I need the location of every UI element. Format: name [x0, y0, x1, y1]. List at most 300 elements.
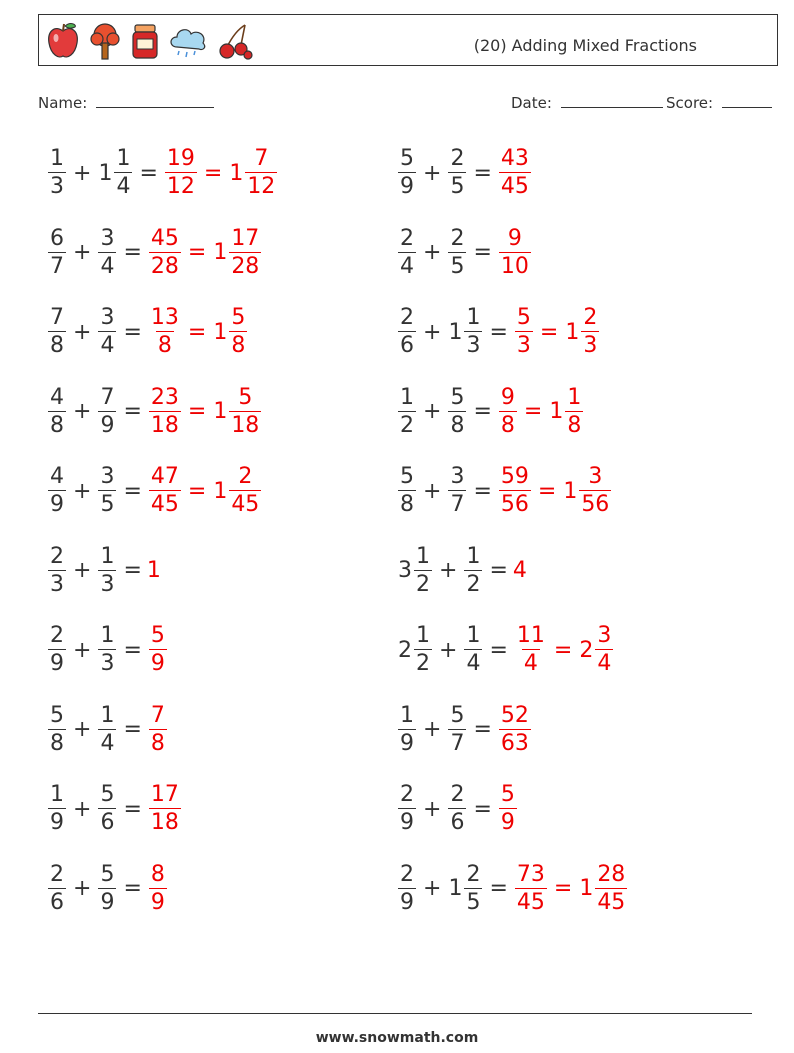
- date-field[interactable]: [511, 93, 663, 112]
- equals-sign: =: [187, 240, 207, 265]
- answer-fraction: [515, 307, 533, 357]
- denominator: 10: [500, 253, 529, 279]
- numerator: 2: [50, 543, 64, 569]
- problem-item: [46, 699, 169, 761]
- answer: [147, 625, 169, 675]
- plus-sign: +: [73, 478, 92, 504]
- numerator: 1: [116, 146, 131, 171]
- equals-sign: =: [523, 399, 543, 424]
- whole-number: 1: [229, 160, 244, 186]
- equals-sign: =: [187, 399, 207, 424]
- problem-item: [396, 699, 533, 761]
- fraction: [48, 784, 66, 834]
- equals-sign: =: [203, 160, 223, 186]
- denominator: 9: [400, 730, 414, 756]
- numerator: 59: [500, 464, 529, 489]
- denominator: 4: [597, 651, 612, 676]
- numerator: 1: [567, 384, 582, 410]
- fraction: [98, 543, 116, 597]
- numerator: 19: [166, 146, 195, 171]
- numerator: 2: [238, 464, 253, 489]
- denominator: 28: [231, 253, 260, 279]
- apple-icon: [45, 21, 81, 61]
- addend-a: [46, 543, 68, 597]
- denominator: 9: [500, 810, 515, 835]
- equals-sign: =: [473, 160, 492, 186]
- answer-fraction: [499, 702, 531, 756]
- denominator: 12: [166, 174, 195, 199]
- fraction: [398, 148, 416, 198]
- denominator: 5: [100, 492, 115, 517]
- equals-sign: =: [123, 240, 142, 265]
- answer: [497, 225, 533, 279]
- equals-sign: =: [489, 876, 508, 901]
- addend-b: [96, 625, 118, 675]
- rain-cloud-icon: [167, 21, 209, 61]
- plus-sign: +: [423, 319, 442, 345]
- addend-b: [446, 702, 468, 756]
- fraction: [48, 543, 66, 597]
- plus-sign: +: [423, 399, 442, 424]
- addend-a: [46, 307, 68, 357]
- denominator: 3: [50, 174, 64, 199]
- fraction: [48, 225, 66, 279]
- fraction: [448, 384, 466, 438]
- fraction: [48, 307, 66, 357]
- addend-a: [396, 148, 418, 198]
- whole-number: 1: [98, 160, 113, 186]
- numerator: 1: [100, 543, 115, 569]
- fraction: [579, 466, 611, 516]
- fraction: [398, 384, 416, 438]
- whole-number: 1: [213, 240, 228, 265]
- whole-number: 1: [565, 319, 580, 345]
- addend-b: [446, 148, 468, 198]
- denominator: 9: [100, 412, 115, 438]
- fraction: [464, 625, 482, 675]
- problem-item: [46, 619, 169, 681]
- denominator: 3: [100, 651, 115, 676]
- numerator: 52: [500, 702, 529, 728]
- answer-mixed: [211, 466, 263, 516]
- denominator: 28: [150, 253, 179, 279]
- addend-b: [96, 466, 118, 516]
- answer: [147, 861, 169, 915]
- problem-item: [46, 778, 183, 840]
- score-blank[interactable]: [722, 93, 772, 108]
- answer-mixed: [577, 625, 615, 675]
- numerator: 1: [50, 782, 64, 807]
- equals-sign: =: [473, 717, 492, 742]
- problem-item: [396, 381, 585, 443]
- addend-b: [446, 784, 468, 834]
- numerator: 5: [516, 305, 531, 330]
- numerator: 5: [150, 623, 165, 648]
- denominator: 7: [450, 730, 465, 756]
- numerator: 43: [500, 146, 529, 171]
- header-icons: [45, 19, 255, 63]
- addend-b: [96, 543, 118, 597]
- answer: [497, 384, 585, 438]
- denominator: 8: [50, 412, 64, 438]
- fraction: [398, 861, 416, 915]
- plus-sign: +: [73, 637, 92, 663]
- numerator: 47: [150, 464, 179, 489]
- numerator: 7: [50, 305, 64, 330]
- problem-item: [46, 222, 263, 284]
- numerator: 1: [466, 305, 481, 330]
- denominator: 18: [150, 412, 179, 438]
- fraction: [245, 148, 277, 198]
- whole-number: 1: [448, 876, 463, 901]
- name-blank[interactable]: [96, 93, 214, 108]
- answer-fraction: [149, 625, 167, 675]
- addend-a: [46, 148, 68, 198]
- numerator: 2: [50, 623, 64, 648]
- fraction: [48, 384, 66, 438]
- plus-sign: +: [423, 160, 442, 186]
- numerator: 1: [50, 146, 64, 171]
- equals-sign: =: [187, 319, 207, 345]
- addend-b: [96, 307, 118, 357]
- numerator: 2: [400, 782, 414, 807]
- date-blank[interactable]: [561, 93, 663, 108]
- denominator: 6: [450, 810, 465, 835]
- plus-sign: +: [423, 717, 442, 742]
- denominator: 18: [150, 810, 179, 835]
- plus-sign: +: [73, 319, 92, 345]
- equals-sign: =: [489, 558, 508, 583]
- denominator: 8: [157, 333, 172, 358]
- plus-sign: +: [73, 558, 92, 583]
- whole-number: 2: [579, 637, 594, 663]
- addend-b: [446, 861, 484, 915]
- whole-number: 1: [563, 478, 578, 504]
- worksheet-title: (20) Adding Mixed Fractions: [473, 36, 697, 55]
- problem-item: [46, 460, 263, 522]
- denominator: 2: [400, 412, 414, 438]
- equals-sign: =: [539, 319, 559, 345]
- whole-number: 1: [213, 399, 228, 424]
- problem-item: [46, 301, 249, 363]
- numerator: 1: [100, 702, 115, 728]
- answer-fraction: [149, 307, 181, 357]
- addend-a: [396, 861, 418, 915]
- answer-fraction: [499, 384, 517, 438]
- plus-sign: +: [423, 240, 442, 265]
- denominator: 45: [500, 174, 529, 199]
- addend-b: [446, 307, 484, 357]
- numerator: 4: [50, 464, 64, 489]
- plus-sign: +: [73, 240, 92, 265]
- denominator: 5: [450, 253, 465, 279]
- fraction: [398, 702, 416, 756]
- equals-sign: =: [123, 876, 142, 901]
- answer: [513, 625, 615, 675]
- numerator: 3: [100, 464, 115, 489]
- denominator: 6: [400, 333, 414, 358]
- answer-whole: 1: [146, 558, 161, 583]
- denominator: 9: [150, 889, 165, 915]
- addend-b: [96, 148, 134, 198]
- denominator: 4: [400, 253, 414, 279]
- whole-number: 1: [448, 319, 463, 345]
- numerator: 3: [450, 464, 465, 489]
- equals-sign: =: [489, 319, 508, 345]
- fraction: [229, 225, 261, 279]
- problem-item: [396, 619, 615, 681]
- problem-item: [46, 540, 161, 602]
- fraction: [114, 148, 132, 198]
- addend-b: [462, 543, 484, 597]
- numerator: 7: [100, 384, 115, 410]
- problem-item: [396, 540, 527, 602]
- answer-fraction: [499, 225, 531, 279]
- numerator: 5: [231, 305, 246, 330]
- denominator: 4: [466, 651, 481, 676]
- answer: [497, 148, 533, 198]
- addend-b: [96, 225, 118, 279]
- name-field[interactable]: [38, 93, 214, 112]
- equals-sign: =: [187, 478, 207, 504]
- whole-number: 1: [549, 399, 564, 424]
- numerator: 1: [466, 543, 481, 569]
- fraction: [581, 307, 599, 357]
- addend-b: [96, 861, 118, 915]
- numerator: 5: [100, 861, 115, 887]
- problem-item: [396, 778, 519, 840]
- plus-sign: +: [73, 399, 92, 424]
- denominator: 45: [516, 889, 545, 915]
- numerator: 5: [400, 464, 414, 489]
- answer: [147, 558, 161, 583]
- denominator: 9: [50, 651, 64, 676]
- equals-sign: =: [123, 796, 142, 822]
- denominator: 9: [50, 492, 64, 517]
- numerator: 11: [516, 623, 545, 648]
- plus-sign: +: [423, 478, 442, 504]
- numerator: 45: [150, 225, 179, 251]
- problem-item: [46, 142, 279, 204]
- answer-fraction: [149, 225, 181, 279]
- answer-fraction: [149, 861, 167, 915]
- denominator: 8: [450, 412, 465, 438]
- answer-mixed: [211, 307, 249, 357]
- numerator: 2: [450, 225, 465, 251]
- numerator: 7: [254, 146, 269, 171]
- denominator: 2: [416, 651, 430, 676]
- fraction: [98, 625, 116, 675]
- denominator: 56: [581, 492, 610, 517]
- fraction: [464, 307, 482, 357]
- denominator: 45: [597, 889, 626, 915]
- plus-sign: +: [423, 796, 442, 822]
- numerator: 2: [400, 305, 414, 330]
- numerator: 17: [231, 225, 260, 251]
- addend-b: [446, 225, 468, 279]
- numerator: 5: [450, 384, 465, 410]
- numerator: 2: [466, 861, 481, 887]
- fraction: [448, 466, 466, 516]
- numerator: 9: [507, 225, 522, 251]
- addend-b: [446, 466, 468, 516]
- answer-fraction: [515, 861, 547, 915]
- whole-number: 1: [213, 478, 228, 504]
- addend-a: [396, 784, 418, 834]
- jam-jar-icon: [129, 21, 161, 61]
- denominator: 4: [523, 651, 538, 676]
- equals-sign: =: [123, 637, 142, 663]
- answer: [497, 466, 613, 516]
- answer: [497, 784, 519, 834]
- denominator: 8: [400, 492, 414, 517]
- denominator: 2: [466, 571, 481, 597]
- numerator: 1: [400, 384, 414, 410]
- denominator: 63: [500, 730, 529, 756]
- numerator: 5: [238, 384, 253, 410]
- tree-icon: [87, 21, 123, 61]
- equals-sign: =: [123, 558, 142, 583]
- equals-sign: =: [553, 876, 573, 901]
- fraction: [98, 307, 116, 357]
- numerator: 73: [516, 861, 545, 887]
- addend-a: [396, 466, 418, 516]
- denominator: 9: [100, 889, 115, 915]
- addend-a: [396, 625, 434, 675]
- numerator: 1: [466, 623, 481, 648]
- equals-sign: =: [473, 796, 492, 822]
- denominator: 8: [231, 333, 246, 358]
- fraction: [448, 702, 466, 756]
- equals-sign: =: [123, 478, 142, 504]
- denominator: 9: [400, 174, 414, 199]
- denominator: 9: [400, 810, 414, 835]
- numerator: 3: [100, 225, 115, 251]
- denominator: 5: [466, 889, 481, 915]
- addend-a: [396, 702, 418, 756]
- numerator: 2: [583, 305, 598, 330]
- equals-sign: =: [123, 399, 142, 424]
- footer-divider: [38, 1013, 752, 1014]
- fraction: [398, 784, 416, 834]
- answer: [497, 702, 533, 756]
- numerator: 1: [416, 543, 430, 569]
- equals-sign: =: [473, 240, 492, 265]
- answer-fraction: [499, 466, 531, 516]
- answer: [147, 225, 263, 279]
- answer-mixed: [211, 225, 263, 279]
- answer: [163, 148, 279, 198]
- addend-a: [46, 861, 68, 915]
- fraction: [464, 543, 482, 597]
- problem-item: [396, 858, 629, 920]
- answer-whole: 4: [512, 558, 527, 583]
- numerator: 8: [150, 861, 165, 887]
- denominator: 4: [100, 253, 115, 279]
- addend-b: [96, 784, 118, 834]
- denominator: 8: [500, 412, 515, 438]
- plus-sign: +: [423, 876, 442, 901]
- answer-fraction: [149, 384, 181, 438]
- denominator: 7: [450, 492, 465, 517]
- addend-a: [46, 625, 68, 675]
- numerator: 3: [588, 464, 603, 489]
- denominator: 4: [100, 730, 115, 756]
- fraction: [595, 625, 613, 675]
- equals-sign: =: [123, 717, 142, 742]
- problem-item: [46, 858, 169, 920]
- answer: [147, 307, 249, 357]
- fraction: [48, 702, 66, 756]
- denominator: 18: [231, 412, 260, 438]
- answer: [147, 784, 183, 834]
- plus-sign: +: [73, 160, 92, 186]
- cherries-icon: [215, 21, 255, 61]
- problem-item: [396, 142, 533, 204]
- plus-sign: +: [73, 876, 92, 901]
- denominator: 2: [416, 571, 430, 597]
- date-label: Date:: [511, 94, 552, 112]
- denominator: 12: [247, 174, 276, 199]
- problem-item: [396, 460, 613, 522]
- numerator: 23: [150, 384, 179, 410]
- worksheet-header: [38, 14, 778, 66]
- numerator: 6: [50, 225, 64, 251]
- answer-fraction: [499, 148, 531, 198]
- denominator: 7: [50, 253, 64, 279]
- problem-item: [396, 222, 533, 284]
- denominator: 6: [50, 889, 64, 915]
- fraction: [48, 148, 66, 198]
- answer-mixed: [561, 466, 613, 516]
- numerator: 3: [100, 305, 115, 330]
- denominator: 56: [500, 492, 529, 517]
- answer-mixed: [227, 148, 279, 198]
- denominator: 4: [116, 174, 131, 199]
- answer-fraction: [149, 466, 181, 516]
- fraction: [98, 784, 116, 834]
- denominator: 45: [231, 492, 260, 517]
- numerator: 2: [450, 146, 465, 171]
- numerator: 5: [100, 782, 115, 807]
- denominator: 3: [466, 333, 481, 358]
- addend-a: [46, 702, 68, 756]
- answer-mixed: [577, 861, 629, 915]
- footer-url: www.snowmath.com: [315, 1030, 479, 1046]
- addend-a: [46, 466, 68, 516]
- fraction: [229, 307, 247, 357]
- numerator: 3: [597, 623, 612, 648]
- answer-fraction: [149, 784, 181, 834]
- answer: [513, 861, 629, 915]
- score-label: Score:: [666, 94, 714, 112]
- whole-number: 1: [213, 319, 228, 345]
- plus-sign: +: [73, 796, 92, 822]
- addend-b: [462, 625, 484, 675]
- addend-a: [46, 225, 68, 279]
- fraction: [448, 148, 466, 198]
- denominator: 8: [50, 730, 64, 756]
- equals-sign: =: [537, 478, 557, 504]
- denominator: 3: [516, 333, 531, 358]
- answer: [147, 702, 169, 756]
- denominator: 8: [150, 730, 165, 756]
- plus-sign: +: [73, 717, 92, 742]
- plus-sign: +: [439, 558, 458, 583]
- addend-a: [46, 784, 68, 834]
- answer-mixed: [211, 384, 263, 438]
- score-field[interactable]: [666, 93, 772, 112]
